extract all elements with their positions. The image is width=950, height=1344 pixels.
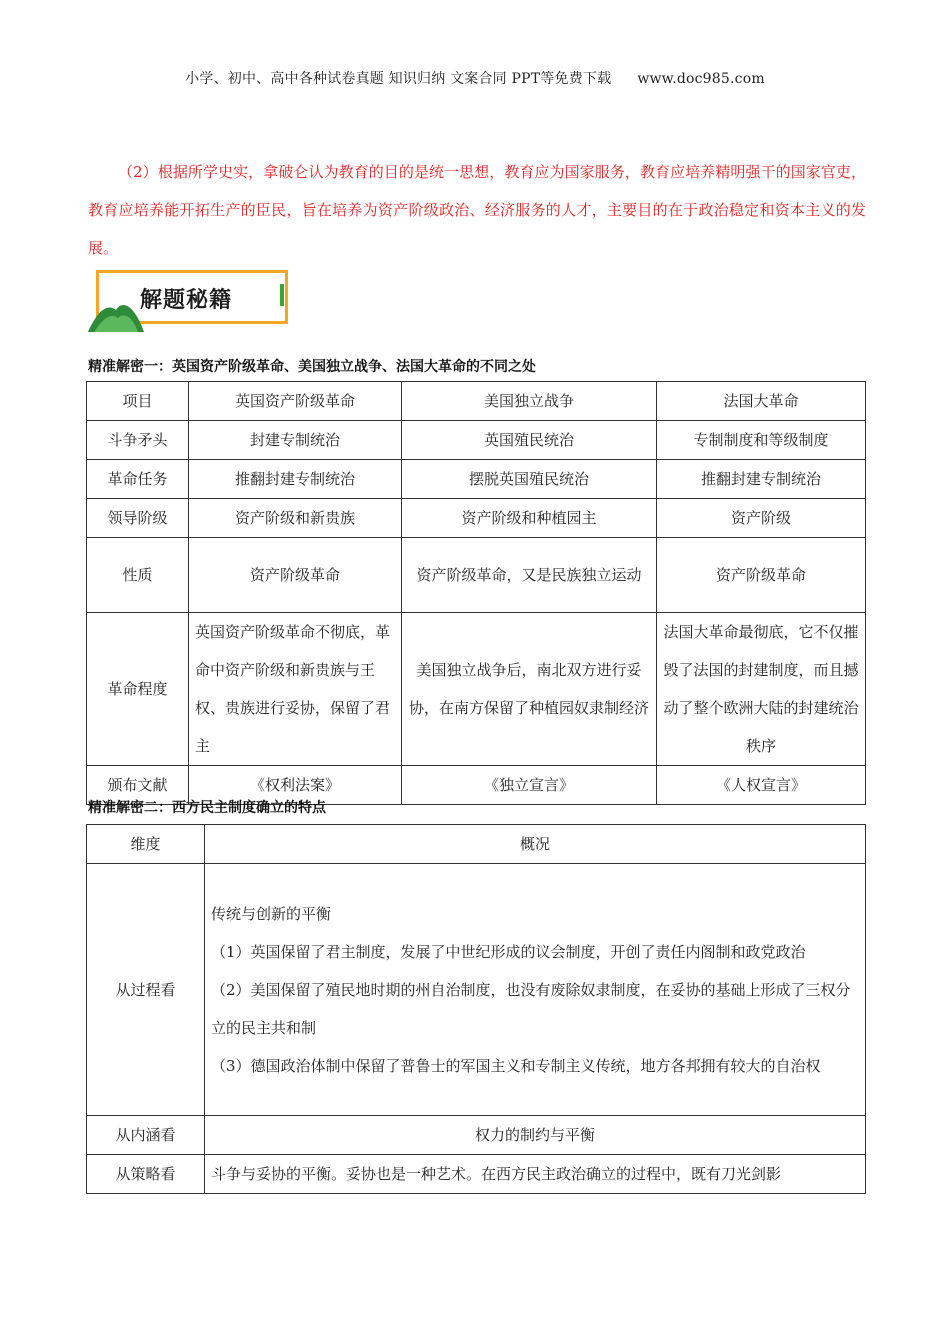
process-line: （2）美国保留了殖民地时期的州自治制度，也没有废除奴隶制度，在妥协的基础上形成了三权分立的民主共和制 (211, 980, 851, 1037)
table-cell: 封建专制统治 (189, 421, 402, 460)
row-label: 从过程看 (87, 864, 205, 1116)
table-cell: 资产阶级革命 (657, 538, 866, 613)
hills-icon (88, 292, 144, 332)
table-cell: 斗争与妥协的平衡。妥协也是一种艺术。在西方民主政治确立的过程中，既有刀光剑影 (205, 1155, 866, 1194)
table-row (87, 1155, 866, 1194)
table-row (87, 538, 866, 613)
process-line: （1）英国保留了君主制度，发展了中世纪形成的议会制度，开创了责任内阁制和政党政治 (211, 942, 806, 961)
process-line: 传统与创新的平衡 (211, 904, 332, 923)
badge-title: 解题秘籍 (140, 288, 233, 313)
table-row (87, 460, 866, 499)
page-header (0, 68, 950, 88)
header-cell: 美国独立战争 (402, 382, 657, 421)
badge-green-mark (280, 284, 284, 306)
header-cell: 项目 (87, 382, 189, 421)
header-text: 小学、初中、高中各种试卷真题 知识归纳 文案合同 PPT等免费下载 (185, 71, 612, 87)
row-label: 性质 (87, 538, 189, 613)
row-label: 斗争矛头 (87, 421, 189, 460)
features-table (86, 824, 866, 1194)
answer-paragraph: （2）根据所学史实，拿破仑认为教育的目的是统一思想，教育应为国家服务，教育应培养精明强干的国家官吏，教育应培养能开拓生产的臣民，旨在培养为资产阶级政治、经济服务的人才，主要目的在于政治稳定和资本主义的发展。 (88, 163, 866, 257)
row-label: 革命任务 (87, 460, 189, 499)
header-cell: 法国大革命 (657, 382, 866, 421)
table-cell: 美国独立战争后，南北双方进行妥协，在南方保留了种植园奴隶制经济 (402, 613, 657, 766)
row-label: 从策略看 (87, 1155, 205, 1194)
table-cell: 专制制度和等级制度 (657, 421, 866, 460)
comparison-table (86, 381, 866, 805)
header-cell: 英国资产阶级革命 (189, 382, 402, 421)
table-header-row (87, 825, 866, 864)
table-cell: 资产阶级 (657, 499, 866, 538)
header-cell: 维度 (87, 825, 205, 864)
table-cell: 推翻封建专制统治 (657, 460, 866, 499)
table-cell: 《独立宣言》 (402, 766, 657, 805)
table-cell: 摆脱英国殖民统治 (402, 460, 657, 499)
table-cell: 《权利法案》 (189, 766, 402, 805)
table-cell: 英国殖民统治 (402, 421, 657, 460)
table-row (87, 1116, 866, 1155)
table-row (87, 613, 866, 766)
row-label: 从内涵看 (87, 1116, 205, 1155)
table-cell: 权力的制约与平衡 (205, 1116, 866, 1155)
section2-title: 精准解密二：西方民主制度确立的特点 (88, 800, 326, 816)
table-cell: 英国资产阶级革命不彻底，革命中资产阶级和新贵族与王权、贵族进行妥协，保留了君主 (189, 613, 402, 766)
table-row (87, 421, 866, 460)
process-line: （3）德国政治体制中保留了普鲁士的军国主义和专制主义传统，地方各邦拥有较大的自治权 (211, 1056, 821, 1075)
table-cell: 资产阶级和种植园主 (402, 499, 657, 538)
row-label: 颁布文献 (87, 766, 189, 805)
row-label: 领导阶级 (87, 499, 189, 538)
table-cell: 法国大革命最彻底，它不仅摧毁了法国的封建制度，而且撼动了整个欧洲大陆的封建统治秩序 (657, 613, 866, 766)
table-cell: 资产阶级和新贵族 (189, 499, 402, 538)
table-row (87, 499, 866, 538)
table-cell: 资产阶级革命 (189, 538, 402, 613)
table-cell: 推翻封建专制统治 (189, 460, 402, 499)
header-url[interactable]: www.doc985.com (637, 71, 765, 87)
table-cell: 资产阶级革命，又是民族独立运动 (402, 538, 657, 613)
table-header-row (87, 382, 866, 421)
row-label: 革命程度 (87, 613, 189, 766)
process-cell (205, 864, 866, 1116)
header-cell: 概况 (205, 825, 866, 864)
section-badge (96, 270, 292, 328)
section1-title: 精准解密一：英国资产阶级革命、美国独立战争、法国大革命的不同之处 (88, 359, 536, 375)
table-cell: 《人权宣言》 (657, 766, 866, 805)
table-row (87, 864, 866, 1116)
